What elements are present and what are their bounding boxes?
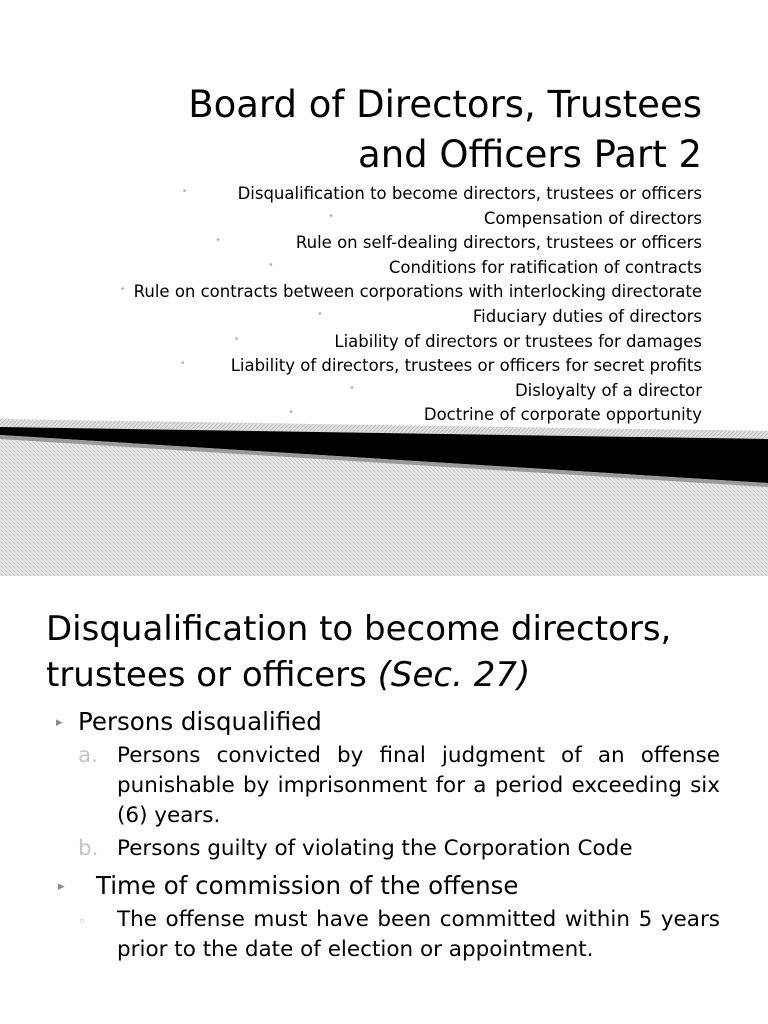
bullet-icon: • [179,358,186,370]
topic-text: Fiduciary duties of directors [472,306,702,326]
topic-text: Rule on contracts between corporations with interlocking directorate [133,282,702,302]
list-item [78,905,720,965]
bullet-icon: • [267,259,274,271]
content-slide [0,576,768,1024]
bullet-icon: • [327,210,334,222]
topic-text: Compensation of directors [483,208,702,228]
item-text: Persons guilty of violating the Corporation Code [117,836,633,861]
bullet-icon: • [316,308,323,320]
list-item [60,403,702,428]
section-heading-text: Time of commission of the offense [96,871,519,900]
list-item [60,330,702,355]
item-marker: b. [78,836,99,861]
list-item [60,280,702,305]
slide-heading [46,606,736,698]
topic-text: Doctrine of corporate opportunity [423,405,702,425]
slide-title-line-2: and Officers Part 2 [358,133,702,176]
topic-text: Conditions for ratification of contracts [388,257,702,277]
slide-title [42,80,702,180]
topic-text: Rule on self-dealing directors, trustees or officers [295,233,702,253]
topic-text: Liability of directors, trustees or officers for secret profits [230,356,702,376]
item-text: The offense must have been committed within 5 years prior to the date of election or appointment. [117,907,720,962]
list-item [78,834,720,864]
section-reference: (Sec. 27) [377,655,531,695]
topic-text: Liability of directors or trustees for damages [334,331,702,351]
triangle-bullet-icon: ▸ [58,879,65,894]
list-item [60,354,702,379]
list-item [60,305,702,330]
bullet-icon: • [215,235,221,247]
list-item [60,231,702,256]
triangle-bullet-icon: ▸ [56,715,63,730]
circle-bullet-icon: ◦ [78,914,87,930]
list-item [60,379,702,404]
item-text: Persons convicted by final judgment of an offense punishable by imprisonment for a period exceeding six (6) years. [117,743,720,828]
item-marker: a. [78,743,99,768]
topic-text: Disloyalty of a director [514,380,702,400]
bullet-icon: • [181,186,188,197]
topic-list [60,182,702,428]
slide-heading-text: Disqualification to become directors, trustees or officers [46,609,672,695]
bullet-icon: • [119,284,126,296]
list-item [60,207,702,232]
bullet-icon: • [287,407,294,419]
topic-text: Disqualification to become directors, trustees or officers [237,184,702,203]
list-item [60,256,702,281]
section-heading-text: Persons disqualified [78,707,322,736]
slide-title-line-1: Board of Directors, Trustees [188,83,702,126]
section-heading-time-of-commission [58,871,519,901]
decorative-band [0,405,768,576]
bullet-icon: • [233,333,240,345]
list-item [60,182,702,207]
bullet-icon: • [349,382,355,394]
section-heading-persons-disqualified [56,707,322,737]
list-item [78,741,720,831]
